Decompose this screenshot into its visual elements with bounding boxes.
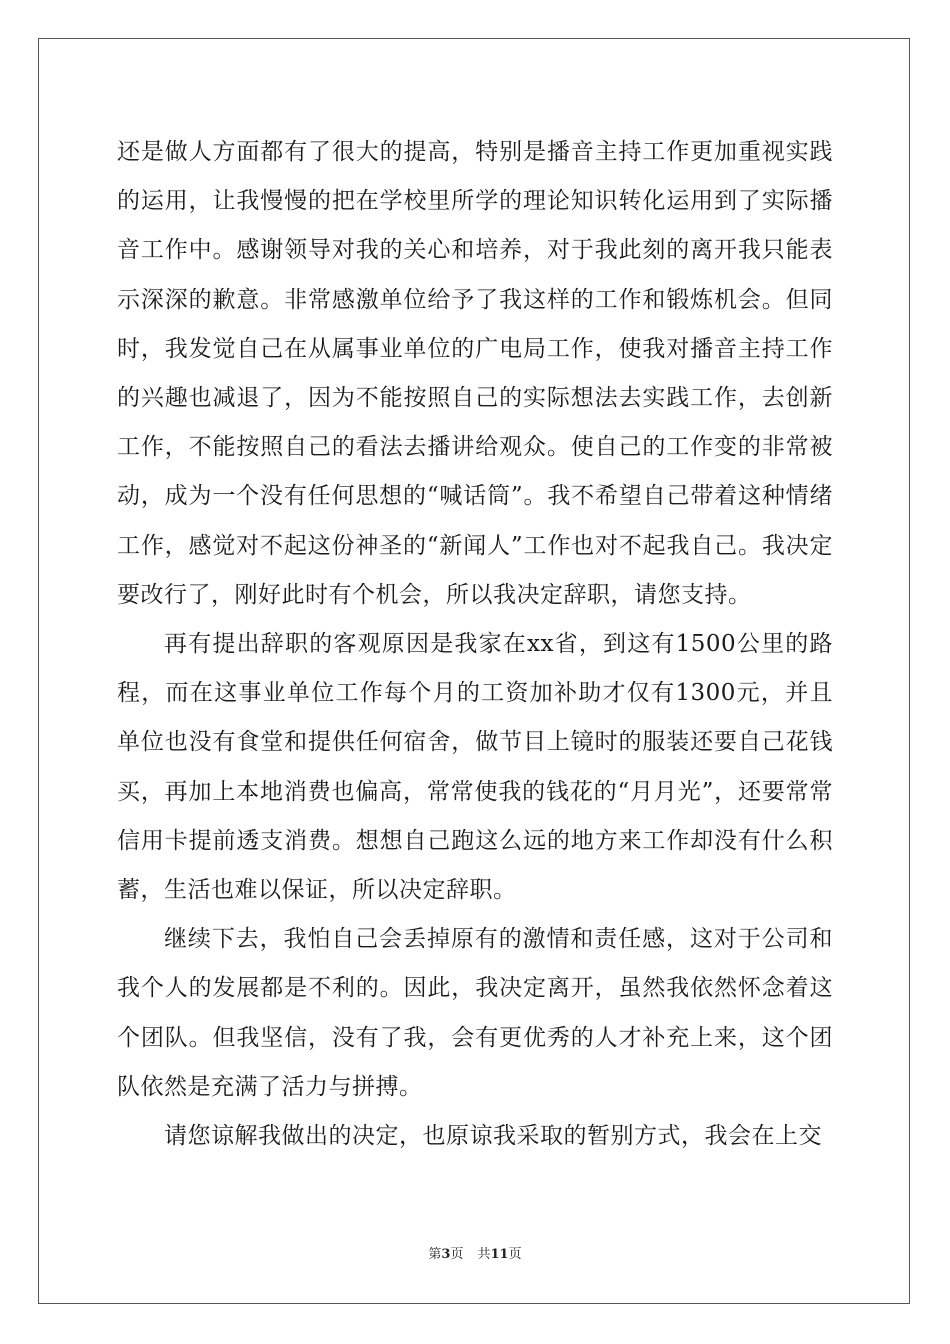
paragraph-continue-concerns: 继续下去，我怕自己会丢掉原有的激情和责任感，这对于公司和我个人的发展都是不利的。因此，我决定离开，虽然我依然怀念着这个团队。但我坚信，没有了我，会有更优秀的人才补充上来，这个团队依然是充满了活力与拼搏。 <box>117 926 833 1100</box>
page-footer <box>0 1243 950 1262</box>
total-suffix: 页 <box>508 1247 522 1262</box>
paragraph-continuation: 还是做人方面都有了很大的提高，特别是播音主持工作更加重视实践的运用，让我慢慢的把在学校里所学的理论知识转化运用到了实际播音工作中。感谢领导对我的关心和培养，对于我此刻的离开我只能表示深深的歉意。非常感激单位给予了我这样的工作和锻炼机会。但同时，我发觉自己在从属事业单位的广电局工作，使我对播音主持工作的兴趣也减退了，因为不能按照自己的实际想法去实践工作，去创新工作，不能按照自己的看法去播讲给观众。使自己的工作变的非常被动，成为一个没有任何思想的“喊话筒”。我不希望自己带着这种情绪工作，感觉对不起这份神圣的“新闻人”工作也对不起我自己。我决定要改行了，刚好此时有个机会，所以我决定辞职，请您支持。 <box>117 139 833 608</box>
paragraph-objective-reasons: 再有提出辞职的客观原因是我家在xx省，到这有1500公里的路程，而在这事业单位工作每个月的工资加补助才仅有1300元，并且单位也没有食堂和提供任何宿舍，做节目上镜时的服装还要自己花钱买，再加上本地消费也偏高，常常使我的钱花的“月月光”，还要常常信用卡提前透支消费。想想自己跑这么远的地方来工作却没有什么积蓄，生活也难以保证，所以决定辞职。 <box>117 631 833 904</box>
document-body <box>117 128 833 1161</box>
paragraph-request-understanding: 请您谅解我做出的决定，也原谅我采取的暂别方式，我会在上交 <box>164 1123 822 1150</box>
current-page-number: 3 <box>441 1247 451 1262</box>
total-pages-number: 11 <box>490 1247 509 1262</box>
total-prefix: 共 <box>477 1247 491 1262</box>
page-suffix: 页 <box>450 1247 464 1262</box>
page-prefix: 第 <box>428 1247 442 1262</box>
